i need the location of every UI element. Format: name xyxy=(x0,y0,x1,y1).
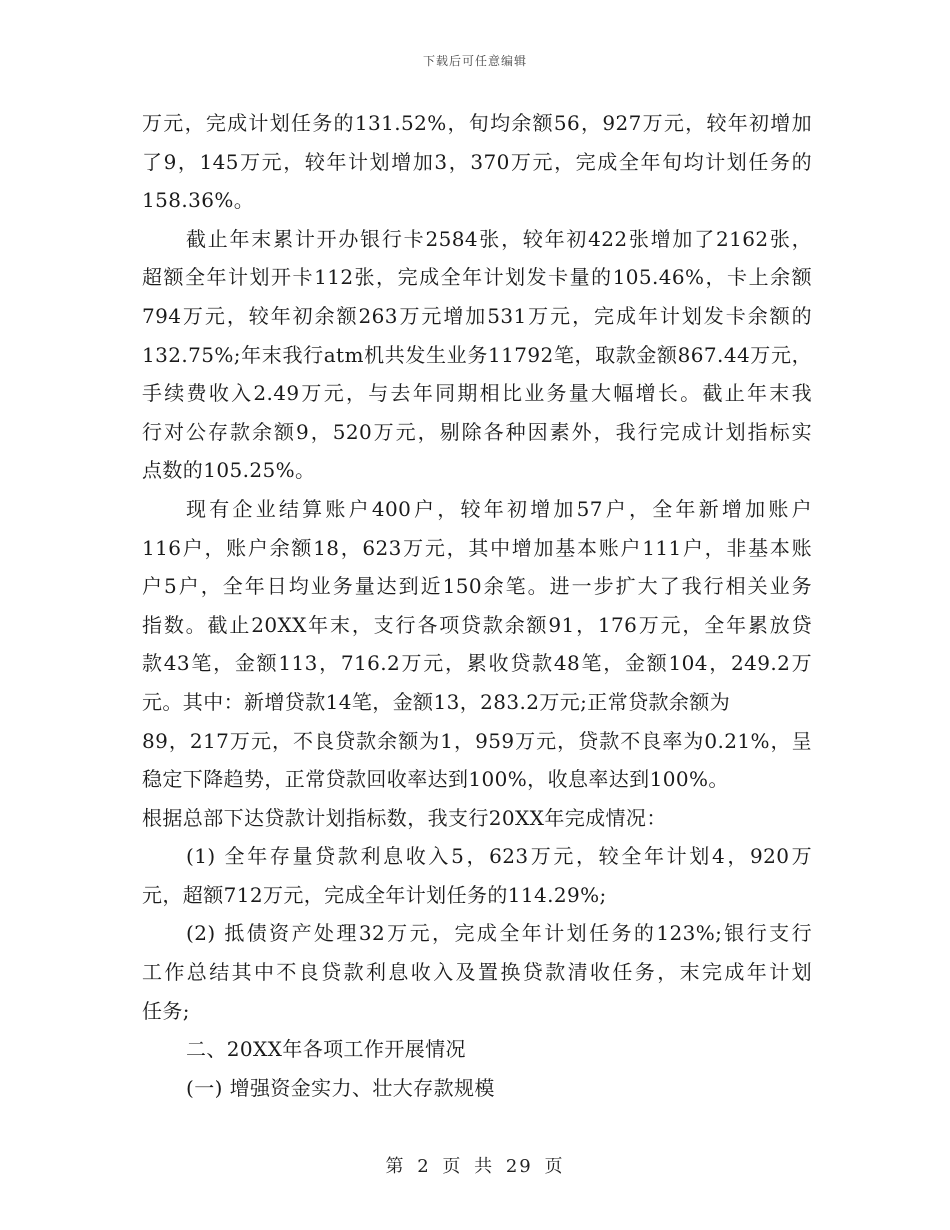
text-line: 794万元，较年初余额263万元增加531万元，完成年计划发卡余额的 xyxy=(142,303,812,328)
document-body xyxy=(142,104,812,1107)
text-line: 现有企业结算账户400户，较年初增加57户，全年新增加账户 xyxy=(186,496,812,521)
text-line: 元，超额712万元，完成全年计划任务的114.29%; xyxy=(142,882,607,907)
text-line: 了9，145万元，较年计划增加3，370万元，完成全年旬均计划任务的 xyxy=(142,149,812,174)
text-line: 89，217万元，不良贷款余额为1，959万元，贷款不良率为0.21%，呈 xyxy=(142,728,812,753)
text-line: 手续费收入2.49万元，与去年同期相比业务量大幅增长。截止年末我 xyxy=(142,381,812,406)
text-line: 户5户，全年日均业务量达到近150余笔。进一步扩大了我行相关业务 xyxy=(142,574,812,599)
section-heading: 二、20XX年各项工作开展情况 xyxy=(186,1037,466,1062)
text-line: 行对公存款余额9，520万元，剔除各种因素外，我行完成计划指标实 xyxy=(142,419,812,444)
text-line: 万元，完成计划任务的131.52%，旬均余额56，927万元，较年初增加 xyxy=(142,111,812,135)
text-line: 截止年末累计开办银行卡2584张，较年初422张增加了2162张， xyxy=(186,226,812,251)
text-line: 超额全年计划开卡112张，完成全年计划发卡量的105.46%，卡上余额 xyxy=(142,265,812,290)
text-line: 116户，账户余额18，623万元，其中增加基本账户111户，非基本账 xyxy=(142,535,812,560)
list-item: (2) 抵债资产处理32万元，完成全年计划任务的123%;银行支行 xyxy=(186,921,812,946)
text-line: 款43笔，金额113，716.2万元，累收贷款48笔，金额104，249.2万 xyxy=(142,651,812,676)
text-line: 任务; xyxy=(142,998,190,1023)
text-line: 132.75%;年末我行atm机共发生业务11792笔，取款金额867.44万元， xyxy=(142,342,812,367)
page-number: 第 2 页 共 29 页 xyxy=(385,1156,565,1177)
text-line: 根据总部下达贷款计划指标数，我支行20XX年完成情况： xyxy=(142,805,667,830)
text-line: 点数的105.25%。 xyxy=(142,458,316,483)
text-line: 元。其中：新增贷款14笔，金额13，283.2万元;正常贷款余额为 xyxy=(142,689,731,714)
page-header: 下载后可任意编辑 xyxy=(422,54,527,68)
list-item: (1) 全年存量贷款利息收入5，623万元，较全年计划4，920万 xyxy=(186,844,812,869)
text-line: 稳定下降趋势，正常贷款回收率达到100%，收息率达到100%。 xyxy=(142,767,729,792)
subsection-heading: (一) 增强资金实力、壮大存款规模 xyxy=(186,1075,495,1100)
text-line: 指数。截止20XX年末，支行各项贷款余额91，176万元，全年累放贷 xyxy=(142,612,812,637)
text-line: 158.36%。 xyxy=(142,188,255,213)
text-line: 工作总结其中不良贷款利息收入及置换贷款清收任务，末完成年计划 xyxy=(142,960,812,985)
